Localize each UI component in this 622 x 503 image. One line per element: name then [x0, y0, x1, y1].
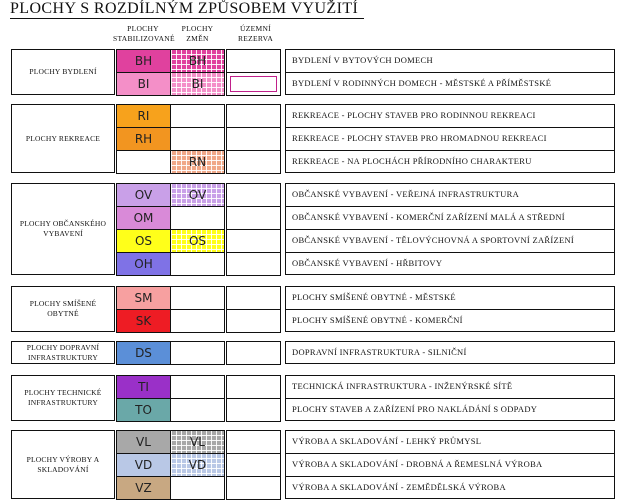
cell-reserve: [226, 398, 281, 422]
group-label-text: PLOCHY TECHNICKÉ INFRASTRUKTURY: [24, 388, 102, 407]
column-header-reserve: ÚZEMNÍ REZERVA: [237, 24, 274, 43]
cell-reserve: [226, 150, 281, 174]
group-label-text: PLOCHY BYDLENÍ: [29, 67, 97, 76]
swatch-vz-stabilized: VZ: [117, 477, 170, 499]
swatch-ti-stabilized: TI: [117, 376, 170, 398]
description-sk: PLOCHY SMÍŠENÉ OBYTNÉ - KOMERČNÍ: [292, 315, 463, 325]
cell-reserve: [226, 341, 281, 365]
group-label: [11, 183, 115, 275]
cell-change: [170, 104, 225, 128]
group-label: [11, 49, 115, 95]
cell-reserve: [226, 476, 281, 500]
description-separator: [285, 127, 615, 128]
swatch-bi-change: BI: [171, 73, 224, 95]
swatch-rh-stabilized: RH: [117, 128, 170, 150]
group-label-text: PLOCHY VÝROBY A SKLADOVÁNÍ: [26, 454, 100, 474]
column-header-changes: PLOCHY ZMĚN: [181, 24, 214, 43]
swatch-os-change: OS: [171, 230, 224, 252]
description-ov: OBČANSKÉ VYBAVENÍ - VEŘEJNÁ INFRASTRUKTURA: [292, 189, 520, 199]
swatch-to-stabilized: TO: [117, 399, 170, 421]
group-label-text: PLOCHY DOPRAVNÍ INFRASTRUKTURY: [26, 342, 100, 362]
swatch-sm-stabilized: SM: [117, 287, 170, 309]
swatch-ds-stabilized: DS: [117, 342, 170, 364]
cell-reserve: [226, 453, 281, 477]
description-separator: [285, 252, 615, 253]
cell-change: [170, 286, 225, 310]
description-vz: VÝROBA A SKLADOVÁNÍ - ZEMĚDĚLSKÁ VÝROBA: [292, 482, 506, 492]
cell-reserve: [226, 430, 281, 454]
cell-change: [170, 252, 225, 276]
group-label: [11, 104, 115, 173]
group-label-text: PLOCHY OBČANSKÉHO VYBAVENÍ: [19, 219, 107, 238]
description-ds: DOPRAVNÍ INFRASTRUKTURA - SILNIČNÍ: [292, 347, 467, 357]
swatch-bh-stabilized: BH: [117, 50, 170, 72]
legend-title: PLOCHY S ROZDÍLNÝM ZPŮSOBEM VYUŽITÍ: [10, 0, 359, 17]
description-bh: BYDLENÍ V BYTOVÝCH DOMECH: [292, 55, 433, 65]
swatch-om-stabilized: OM: [117, 207, 170, 229]
group-label-text: PLOCHY REKREACE: [25, 133, 101, 143]
swatch-vl-change: VL: [171, 431, 224, 453]
cell-reserve: [226, 286, 281, 310]
cell-stabilized: [116, 150, 171, 174]
group-label-text: PLOCHY SMÍŠENÉ OBYTNÉ: [29, 299, 97, 318]
cell-reserve: [226, 309, 281, 333]
group-label: [11, 286, 115, 332]
description-rh: REKREACE - PLOCHY STAVEB PRO HROMADNOU REKREACI: [292, 133, 547, 143]
title-underline: [10, 18, 364, 19]
description-sm: PLOCHY SMÍŠENÉ OBYTNÉ - MĚSTSKÉ: [292, 292, 456, 302]
cell-change: [170, 375, 225, 399]
description-separator: [285, 150, 615, 151]
swatch-bi-reserve: [230, 76, 277, 92]
description-vl: VÝROBA A SKLADOVÁNÍ - LEHKÝ PRŮMYSL: [292, 436, 482, 446]
swatch-vd-stabilized: VD: [117, 454, 170, 476]
cell-change: [170, 341, 225, 365]
swatch-vl-stabilized: VL: [117, 431, 170, 453]
description-separator: [285, 72, 615, 73]
cell-change: [170, 127, 225, 151]
description-os: OBČANSKÉ VYBAVENÍ - TĚLOVÝCHOVNÁ A SPORTOVNÍ ZAŘÍZENÍ: [292, 235, 575, 245]
cell-reserve: [226, 252, 281, 276]
cell-change: [170, 309, 225, 333]
cell-reserve: [226, 49, 281, 73]
cell-change: [170, 398, 225, 422]
description-separator: [285, 476, 615, 477]
cell-change: [170, 206, 225, 230]
column-header-stabilized: PLOCHY STABILIZOVANÉ: [113, 24, 175, 43]
description-separator: [285, 229, 615, 230]
cell-reserve: [226, 375, 281, 399]
description-bi: BYDLENÍ V RODINNÝCH DOMECH - MĚSTSKÉ A PŘÍMĚSTSKÉ: [292, 78, 552, 88]
swatch-sk-stabilized: SK: [117, 310, 170, 332]
swatch-os-stabilized: OS: [117, 230, 170, 252]
group-label: [11, 430, 115, 499]
swatch-vd-change: VD: [171, 454, 224, 476]
description-separator: [285, 206, 615, 207]
group-label: [11, 375, 115, 421]
cell-reserve: [226, 229, 281, 253]
cell-reserve: [226, 183, 281, 207]
description-ti: TECHNICKÁ INFRASTRUKTURA - INŽENÝRSKÉ SÍTĚ: [292, 381, 513, 391]
description-separator: [285, 398, 615, 399]
swatch-rn-change: RN: [171, 151, 224, 173]
swatch-bh-change: BH: [171, 50, 224, 72]
cell-change: [170, 476, 225, 500]
description-om: OBČANSKÉ VYBAVENÍ - KOMERČNÍ ZAŘÍZENÍ MALÁ A STŘEDNÍ: [292, 212, 565, 222]
description-separator: [285, 453, 615, 454]
group-label: [11, 341, 115, 364]
swatch-bi-stabilized: BI: [117, 73, 170, 95]
description-rn: REKREACE - NA PLOCHÁCH PŘÍRODNÍHO CHARAKTERU: [292, 156, 532, 166]
description-ri: REKREACE - PLOCHY STAVEB PRO RODINNOU REKREACI: [292, 110, 536, 120]
description-oh: OBČANSKÉ VYBAVENÍ - HŘBITOVY: [292, 258, 443, 268]
swatch-ri-stabilized: RI: [117, 105, 170, 127]
cell-reserve: [226, 127, 281, 151]
swatch-ov-change: OV: [171, 184, 224, 206]
cell-reserve: [226, 104, 281, 128]
description-to: PLOCHY STAVEB A ZAŘÍZENÍ PRO NAKLÁDÁNÍ S ODPADY: [292, 404, 538, 414]
description-vd: VÝROBA A SKLADOVÁNÍ - DROBNÁ A ŘEMESLNÁ VÝROBA: [292, 459, 543, 469]
swatch-oh-stabilized: OH: [117, 253, 170, 275]
swatch-ov-stabilized: OV: [117, 184, 170, 206]
description-separator: [285, 309, 615, 310]
cell-reserve: [226, 206, 281, 230]
